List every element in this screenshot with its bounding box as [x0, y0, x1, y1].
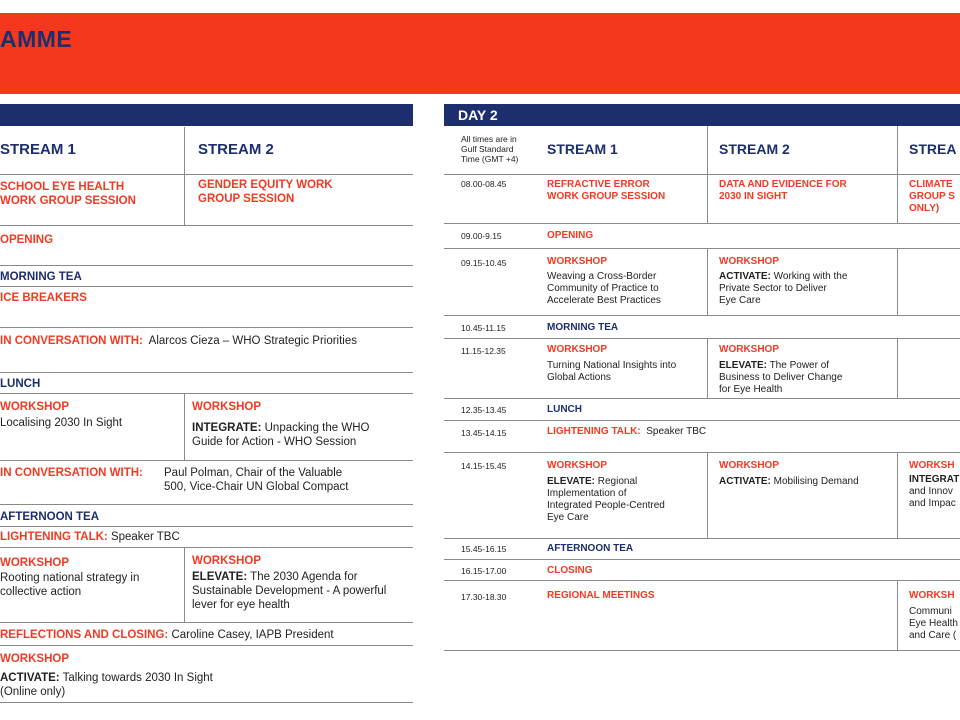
- day2-col-divider: [897, 338, 898, 398]
- day2-workshop-national-insights: Turning National Insights into Global Actions: [547, 360, 677, 383]
- day1-row-line: [0, 174, 413, 175]
- day2-time: 15.45-16.15: [461, 544, 507, 554]
- day2-row-line: [444, 223, 960, 224]
- day2-stream3-heading: STREA: [909, 141, 957, 157]
- day2-time: 13.45-14.15: [461, 428, 507, 438]
- day2-header-bar: [444, 104, 960, 126]
- day2-morning-tea: MORNING TEA: [547, 322, 619, 333]
- day1-stream2-heading: STREAM 2: [198, 141, 274, 158]
- day2-regional-meetings: REGIONAL MEETINGS: [547, 590, 655, 601]
- day1-row-line: [0, 547, 413, 548]
- day2-row-line: [444, 398, 960, 399]
- page-title: AMME: [0, 26, 73, 52]
- day1-gender-equity-title: GENDER EQUITY WORK GROUP SESSION: [198, 179, 333, 205]
- day1-workshop-label: WORKSHOP: [0, 557, 69, 569]
- day1-workshop-rooting: Rooting national strategy in collective action: [0, 572, 140, 598]
- day2-col-divider: [707, 338, 708, 398]
- day2-time: 17.30-18.30: [461, 592, 507, 602]
- day2-workshop-community-stream3: Communi Eye Health and Care (: [909, 606, 958, 641]
- day1-ice-breakers: ICE BREAKERS: [0, 292, 87, 304]
- day2-lunch: LUNCH: [547, 404, 582, 415]
- day2-workshop-label: WORKSH: [909, 460, 955, 471]
- day2-time: 09.15-10.45: [461, 258, 507, 268]
- day2-row-line: [444, 248, 960, 249]
- day1-opening: OPENING: [0, 234, 54, 246]
- day1-row-line: [0, 327, 413, 328]
- day2-row-line: [444, 559, 960, 560]
- day1-conversation-cieza: IN CONVERSATION WITH: Alarcos Cieza – WHO Strategic Priorities: [0, 335, 358, 347]
- day1-row-line: [0, 372, 413, 373]
- day2-workshop-label: WORKSHOP: [547, 344, 607, 355]
- day1-row-line: [0, 225, 413, 226]
- day2-refractive-error-title: REFRACTIVE ERROR WORK GROUP SESSION: [547, 179, 666, 202]
- day2-climate-title: CLIMATE GROUP S ONLY): [909, 179, 955, 214]
- day1-row-line: [0, 265, 413, 266]
- day2-row-line: [444, 538, 960, 539]
- day2-workshop-elevate-business: ELEVATE: The Power of Business to Deliver Change for Eye Health: [719, 360, 843, 395]
- day2-lightening-talk: LIGHTENING TALK: Speaker TBC: [547, 426, 707, 437]
- day2-workshop-label: WORKSHOP: [547, 460, 607, 471]
- day1-workshop-integrate: INTEGRATE: Unpacking the WHO Guide for Action - WHO Session: [192, 422, 370, 448]
- day1-stream1-heading: STREAM 1: [0, 141, 76, 158]
- day1-row-line: [0, 460, 413, 461]
- day1-conversation-polman-text: Paul Polman, Chair of the Valuable 500, Vice-Chair UN Global Compact: [164, 467, 349, 493]
- day2-time-zone-note: All times are in Gulf Standard Time (GMT +4): [461, 134, 519, 164]
- day2-stream1-heading: STREAM 1: [547, 141, 618, 157]
- day2-time: 12.35-13.45: [461, 405, 507, 415]
- day1-row-line: [0, 526, 413, 527]
- day2-afternoon-tea: AFTERNOON TEA: [547, 543, 634, 554]
- day2-workshop-activate-private-sector: ACTIVATE: Working with the Private Sector to Deliver Eye Care: [719, 271, 848, 306]
- day1-row-line: [0, 645, 413, 646]
- day1-reflections-closing: REFLECTIONS AND CLOSING: Caroline Casey, IAPB President: [0, 629, 334, 641]
- day1-workshop-label: WORKSHOP: [0, 401, 69, 413]
- day1-workshop-activate-online: ACTIVATE: Talking towards 2030 In Sight (Online only): [0, 672, 213, 698]
- day1-conversation-polman-label: IN CONVERSATION WITH:: [0, 467, 143, 479]
- day2-opening: OPENING: [547, 230, 594, 241]
- day2-time: 10.45-11.15: [461, 323, 506, 333]
- day2-closing: CLOSING: [547, 565, 593, 576]
- day2-row-line: [444, 452, 960, 453]
- day2-workshop-elevate-regional: ELEVATE: Regional Implementation of Integrated People-Centred Eye Care: [547, 476, 665, 523]
- day1-workshop-elevate: ELEVATE: The 2030 Agenda for Sustainable Development - A powerful lever for eye health: [192, 571, 387, 611]
- day1-school-eye-health-title: SCHOOL EYE HEALTH WORK GROUP SESSION: [0, 181, 136, 207]
- day2-col-divider: [897, 248, 898, 315]
- day2-col-divider: [707, 452, 708, 538]
- day1-workshop-localising: Localising 2030 In Sight: [0, 417, 123, 429]
- day1-col-divider: [184, 393, 185, 460]
- day1-row-line: [0, 504, 413, 505]
- day1-workshop-label: WORKSHOP: [192, 401, 261, 413]
- day1-row-line: [0, 702, 413, 703]
- day2-workshop-activate-mobilising: ACTIVATE: Mobilising Demand: [719, 476, 859, 487]
- day2-title: DAY 2: [458, 107, 498, 123]
- day2-workshop-label: WORKSHOP: [719, 344, 779, 355]
- day1-workshop-label: WORKSHOP: [192, 555, 261, 567]
- day2-row-line: [444, 174, 960, 175]
- day1-row-line: [0, 393, 413, 394]
- day2-col-divider: [897, 580, 898, 650]
- day2-workshop-weaving: Weaving a Cross-Border Community of Practice to Accelerate Best Practices: [547, 271, 661, 306]
- day2-time: 14.15-15.45: [461, 461, 507, 471]
- day2-row-line: [444, 650, 960, 651]
- day2-col-divider: [897, 452, 898, 538]
- day2-workshop-label: WORKSHOP: [719, 460, 779, 471]
- day2-row-line: [444, 580, 960, 581]
- day2-row-line: [444, 338, 960, 339]
- day2-stream2-heading: STREAM 2: [719, 141, 790, 157]
- day2-col-divider: [707, 248, 708, 315]
- day2-time: 11.15-12.35: [461, 346, 506, 356]
- day2-workshop-label: WORKSH: [909, 590, 955, 601]
- day2-row-line: [444, 420, 960, 421]
- day1-lunch: LUNCH: [0, 378, 41, 390]
- day2-workshop-integrate-stream3: INTEGRAT and Innov and Impac: [909, 474, 960, 509]
- day2-workshop-label: WORKSHOP: [719, 256, 779, 267]
- header-banner: [0, 13, 960, 94]
- day1-afternoon-tea: AFTERNOON TEA: [0, 511, 100, 523]
- day1-col-divider: [184, 127, 185, 225]
- day2-time: 08.00-08.45: [461, 179, 507, 189]
- day1-header-bar: [0, 104, 413, 126]
- day2-workshop-label: WORKSHOP: [547, 256, 607, 267]
- day1-col-divider: [184, 547, 185, 622]
- day2-time: 09.00-9.15: [461, 231, 502, 241]
- day1-morning-tea: MORNING TEA: [0, 271, 82, 283]
- day2-data-evidence-title: DATA AND EVIDENCE FOR 2030 IN SIGHT: [719, 179, 847, 202]
- day1-lightening-talk: LIGHTENING TALK: Speaker TBC: [0, 531, 180, 543]
- day2-time: 16.15-17.00: [461, 566, 507, 576]
- day1-workshop-label: WORKSHOP: [0, 653, 69, 665]
- day1-row-line: [0, 286, 413, 287]
- day1-row-line: [0, 622, 413, 623]
- day2-row-line: [444, 315, 960, 316]
